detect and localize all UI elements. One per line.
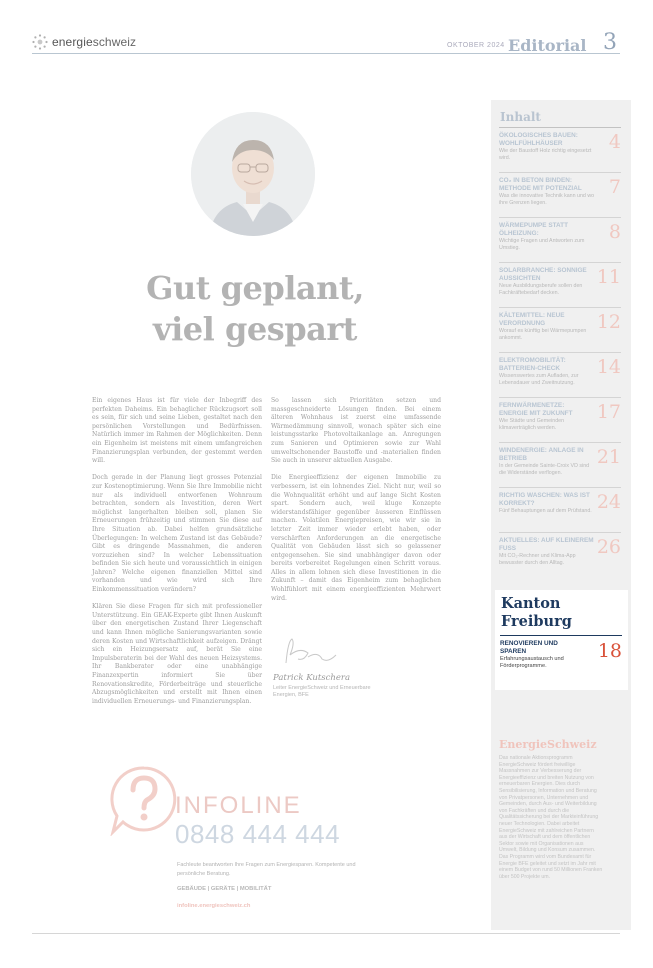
paragraph: Doch gerade in der Planung liegt grosses Potenzial zur Kostenoptimierung. Wenn Sie Ihre Immobilie nicht nur als individuell entworfenen Wohnraum betrachten, sondern als Investition, deren Wert möglichst langerhalten bleiben soll, planen Sie Erneuerungen frühzeitig und stimmen Sie diese auf Ihre Situation ab. Dabei helfen grundsätzliche Überlegungen: In welchem Zustand ist das Gebäude? Gibt es dringende Massnahmen, die anderen vorzuziehen sind? In welcher Lebenssituation befinden Sie sich heute und voraussichtlich in einigen Jahren? Welche eigenen finanziellen Mittel sind vorhanden und wie wird sich Ihre Einkommenssituation verändern?	[92, 474, 262, 594]
signature-name: Patrick Kutschera	[273, 673, 351, 683]
toc-item[interactable]	[499, 127, 621, 172]
toc-item-description: Fünf Behauptungen auf dem Prüfstand.	[499, 508, 592, 514]
toc-item-description: Worauf es künftig bei Wärmepumpen ankommt.	[499, 328, 587, 341]
region-title	[501, 595, 572, 631]
toc-item[interactable]	[499, 217, 621, 262]
about-heading: EnergieSchweiz	[499, 738, 597, 751]
infoline-title: INFOLINE	[175, 792, 302, 819]
about-text: Das nationale Aktionsprogramm EnergieSchweiz fördert freiwillige Massnahmen zur Verbesserung der Energieeffizienz und breiten Nutzung von erneuerbaren Energien. Dies durch Sensibilisierung, Information und Beratung von Privatpersonen, Unternehmen und Gemeinden, durch Aus- und Weiterbildung von Fachkräften und durch die Qualitätssicherung bei der Markteinführung neuer Technologien. Dabei arbeitet EnergieSchweiz mit zahlreichen Partnern aus der Wirtschaft und dem öffentlichen Sektor sowie mit Organisationen aus Umwelt, Bildung und Konsum zusammen. Das Programm wird vom Bundesamt für Energie BFE geleitet und setzt im Jahr mit einem Budget von rund 50 Millionen Franken über 500 Projekte um.	[499, 755, 603, 880]
toc-item-description: Wissenswertes zum Aufladen, zur Lebensdauer und Zweitnutzung.	[499, 373, 579, 386]
paragraph: Ein eigenes Haus ist für viele der Inbegriff des perfekten Daheims. Ein behaglicher Rückzugsort soll es sein, für sich und seine Lieben, gestaltet nach den persönlichen Vorstellungen und Bedürfnissen. Natürlich immer im Rahmen der Möglichkeiten. Denn ein Eigenheim ist meistens mit einem umfangreichen Finanzierungsplan verbunden, der gestemmt werden will.	[92, 397, 262, 465]
toc-item-title: WÄRMEPUMPE STATT ÖLHEIZUNG:	[499, 222, 568, 237]
toc-item[interactable]	[499, 307, 621, 352]
toc-item[interactable]	[499, 442, 621, 487]
toc-item-page: 8	[608, 221, 621, 243]
sun-logo-icon	[32, 34, 48, 50]
toc-item[interactable]	[499, 352, 621, 397]
issue-date: OKTOBER 2024	[447, 42, 505, 49]
handwritten-signature	[278, 633, 348, 671]
editorial-column-left	[92, 397, 262, 715]
toc-item-page: 7	[608, 176, 621, 198]
toc-item-page: 24	[596, 491, 621, 513]
toc-item-page: 4	[608, 131, 621, 153]
region-divider	[500, 635, 622, 636]
signature-role: Leiter EnergieSchweiz und Erneuerbare Energien, BFE	[273, 685, 371, 698]
infoline-link[interactable]: infoline.energieschweiz.ch	[177, 903, 251, 909]
toc-item-title: ELEKTROMOBILITÄT: BATTERIEN-CHECK	[499, 357, 566, 372]
headline-line-1: Gut geplant,	[146, 269, 364, 307]
toc-item-title: CO₂ IN BETON BINDEN: METHODE MIT POTENZIAL	[499, 177, 582, 192]
footer-divider	[32, 933, 620, 934]
infoline-phone[interactable]: 0848 444 444	[175, 819, 341, 849]
toc-item[interactable]	[499, 172, 621, 217]
toc-item-description: Wie Städte und Gemeinden klimaverträglich werden.	[499, 418, 565, 431]
region-item-page: 18	[597, 640, 622, 662]
toc-heading: Inhalt	[500, 110, 541, 124]
headline-line-2: viel gespart	[153, 310, 357, 348]
toc-item-description: Wie der Baustoff Holz richtig eingesetzt wird.	[499, 148, 592, 161]
toc-item-title: ÖKOLOGISCHES BAUEN: WOHLFÜHLHÄUSER	[499, 132, 578, 147]
toc-item-page: 26	[596, 536, 621, 558]
toc-item-page: 11	[596, 266, 621, 288]
infoline-tags: GEBÄUDE | GERÄTE | MOBILITÄT	[177, 886, 272, 892]
toc-item[interactable]	[499, 397, 621, 442]
table-of-contents	[499, 127, 621, 577]
paragraph: Die Energieeffizienz der eigenen Immobilie zu verbessern, ist ein lohnendes Ziel. Nicht nur, weil so die Wohnqualität erhöht und auf lange Sicht Kosten spart. Sondern auch, weil kluge Konzepte widerstandsfähiger gegenüber äusseren Einflüssen machen. Volatilen Energiepreisen, wie wir sie in letzter Zeit immer wieder erlebt haben, oder verschärften Anforderungen an die energetische Qualität von Gebäuden lässt sich so gelassener entgegensehen. Sie sind unabhängiger davon oder bereits vorbereitet Regelungen einen Schritt voraus. Alles in allem lohnen sich diese Investitionen in die Zukunft – damit das Eigenheim zum behaglichen Wohlfühlort mit einem energieeffizienten Mehrwert wird.	[271, 474, 441, 602]
toc-item[interactable]	[499, 262, 621, 307]
toc-item[interactable]	[499, 487, 621, 532]
toc-item-description: Neue Ausbildungsberufe sollen den Fachkräftebedarf decken.	[499, 283, 583, 296]
section-title: Editorial	[508, 36, 587, 55]
region-toc-item[interactable]	[500, 640, 622, 670]
question-bubble-icon	[109, 764, 179, 836]
toc-item-title: RICHTIG WASCHEN: WAS IST KORREKT?	[499, 492, 590, 507]
toc-item-title: SOLARBRANCHE: SONNIGE AUSSICHTEN	[499, 267, 587, 282]
region-item-title: RENOVIEREN UND SPAREN	[500, 640, 558, 655]
brand-second: schweiz	[92, 35, 137, 49]
energieschweiz-logo	[32, 34, 136, 50]
infoline-description: Fachleute beantworten Ihre Fragen zum Energiesparen. Kompetente und persönliche Beratung.	[177, 862, 356, 877]
toc-item-page: 17	[596, 401, 621, 423]
toc-item-description: Was die innovative Technik kann und wo ihre Grenzen liegen.	[499, 193, 595, 206]
toc-item-title: WINDENERGIE: ANLAGE IN BETRIEB	[499, 447, 584, 462]
author-portrait	[191, 112, 315, 236]
region-title-line-1: Kanton	[501, 595, 561, 612]
toc-item-page: 14	[596, 356, 621, 378]
region-item-description: Erfahrungsaustausch und Förderprogramme.	[500, 656, 564, 669]
paragraph: Klären Sie diese Fragen für sich mit professioneller Unterstützung. Ein GEAK-Experte gibt Ihnen Auskunft über den energetischen Zustand Ihrer Liegenschaft und kann Ihnen mögliche Sanierungsvarianten sowie deren Kosten und Wirtschaftlichkeit aufzeigen. Drängt sich ein Heizungsersatz auf, berät Sie eine Impulsberaterin bei der Wahl des neuen Heizsystems. Ihr Bankberater oder eine unabhängige Finanzexpertin informiert Sie über Renovationskredite, Förderbeiträge und steuerliche Abzugsmöglichkeiten und erstellt mit Ihnen einen individuellen Erneuerungs- und Finanzierungsplan.	[92, 603, 262, 705]
toc-item-title: KÄLTEMITTEL: NEUE VERORDNUNG	[499, 312, 565, 327]
toc-item-page: 21	[596, 446, 621, 468]
brand-first: energie	[52, 35, 93, 49]
toc-item-title: AKTUELLES: AUF KLEINEREM FUSS	[499, 537, 594, 552]
editorial-column-right	[271, 397, 441, 612]
portrait-illustration	[191, 112, 315, 236]
toc-item-page: 12	[596, 311, 621, 333]
page-number: 3	[603, 30, 617, 55]
toc-item-description: Mit CO₂-Rechner und Klima-App bewusster durch den Alltag.	[499, 553, 576, 566]
toc-item-title: FERNWÄRMENETZE: ENERGIE MIT ZUKUNFT	[499, 402, 573, 417]
toc-item-description: In der Gemeinde Sainte-Croix VD sind die Widerstände verflogen.	[499, 463, 590, 476]
region-title-line-2: Freiburg	[501, 613, 572, 630]
toc-item-description: Wichtige Fragen und Antworten zum Umstieg.	[499, 238, 585, 251]
editorial-headline	[120, 268, 390, 350]
paragraph: So lassen sich Prioritäten setzen und massgeschneiderte Lösungen finden. Bei einem älteren Wohnhaus ist zuerst eine umfassende Wärmedämmung sinnvoll, wonach später sich eine leistungsstarke Photovoltaikanlage an. Anregungen zum Sanieren und Optimieren sowie zur Wahl umweltschonender Baustoffe und -materialien finden Sie auch in unserer aktuellen Ausgabe.	[271, 397, 441, 465]
toc-item[interactable]	[499, 532, 621, 577]
